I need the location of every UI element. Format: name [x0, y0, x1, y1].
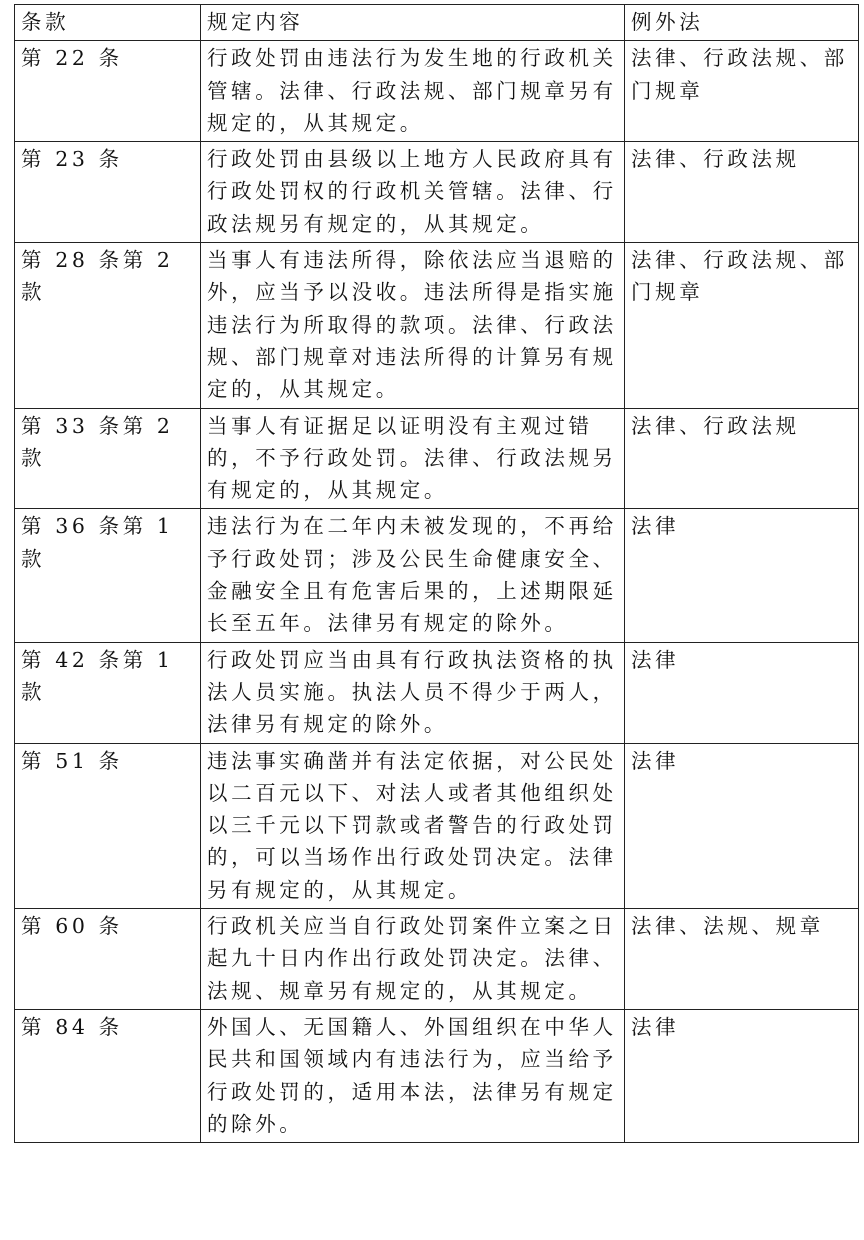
- content-cell: 当事人有违法所得，除依法应当退赔的外，应当予以没收。违法所得是指实施违法行为所取得的款项。法律、行政法规、部门规章对违法所得的计算另有规定的，从其规定。: [201, 243, 625, 408]
- table-header-row: [15, 5, 859, 41]
- header-exception: 例外法: [625, 5, 859, 41]
- clause-cell: 第 60 条: [15, 909, 201, 1010]
- table-row: [15, 41, 859, 142]
- table-row: [15, 243, 859, 408]
- clause-cell: 第 23 条: [15, 142, 201, 243]
- table-row: [15, 642, 859, 743]
- exception-cell: 法律: [625, 509, 859, 642]
- table-row: [15, 509, 859, 642]
- content-cell: 外国人、无国籍人、外国组织在中华人民共和国领域内有违法行为，应当给予行政处罚的，适用本法，法律另有规定的除外。: [201, 1009, 625, 1142]
- exception-cell: 法律、法规、规章: [625, 909, 859, 1010]
- exception-cell: 法律、行政法规、部门规章: [625, 243, 859, 408]
- table-row: [15, 408, 859, 509]
- exception-cell: 法律: [625, 642, 859, 743]
- header-content: 规定内容: [201, 5, 625, 41]
- table-row: [15, 743, 859, 908]
- clause-cell: 第 33 条第 2 款: [15, 408, 201, 509]
- clause-cell: 第 51 条: [15, 743, 201, 908]
- content-cell: 行政处罚由县级以上地方人民政府具有行政处罚权的行政机关管辖。法律、行政法规另有规定的，从其规定。: [201, 142, 625, 243]
- exception-cell: 法律、行政法规: [625, 408, 859, 509]
- content-cell: 违法行为在二年内未被发现的，不再给予行政处罚；涉及公民生命健康安全、金融安全且有危害后果的，上述期限延长至五年。法律另有规定的除外。: [201, 509, 625, 642]
- clause-cell: 第 36 条第 1 款: [15, 509, 201, 642]
- clause-cell: 第 84 条: [15, 1009, 201, 1142]
- content-cell: 违法事实确凿并有法定依据，对公民处以二百元以下、对法人或者其他组织处以三千元以下罚款或者警告的行政处罚的，可以当场作出行政处罚决定。法律另有规定的，从其规定。: [201, 743, 625, 908]
- table-row: [15, 142, 859, 243]
- clause-cell: 第 42 条第 1 款: [15, 642, 201, 743]
- header-clause: 条款: [15, 5, 201, 41]
- exception-cell: 法律: [625, 1009, 859, 1142]
- exception-cell: 法律、行政法规: [625, 142, 859, 243]
- content-cell: 行政处罚由违法行为发生地的行政机关管辖。法律、行政法规、部门规章另有规定的，从其规定。: [201, 41, 625, 142]
- content-cell: 行政机关应当自行政处罚案件立案之日起九十日内作出行政处罚决定。法律、法规、规章另有规定的，从其规定。: [201, 909, 625, 1010]
- exception-cell: 法律: [625, 743, 859, 908]
- content-cell: 当事人有证据足以证明没有主观过错的，不予行政处罚。法律、行政法规另有规定的，从其规定。: [201, 408, 625, 509]
- clause-cell: 第 28 条第 2 款: [15, 243, 201, 408]
- law-exception-table: [14, 4, 859, 1143]
- clause-cell: 第 22 条: [15, 41, 201, 142]
- content-cell: 行政处罚应当由具有行政执法资格的执法人员实施。执法人员不得少于两人，法律另有规定的除外。: [201, 642, 625, 743]
- table-row: [15, 909, 859, 1010]
- exception-cell: 法律、行政法规、部门规章: [625, 41, 859, 142]
- table-row: [15, 1009, 859, 1142]
